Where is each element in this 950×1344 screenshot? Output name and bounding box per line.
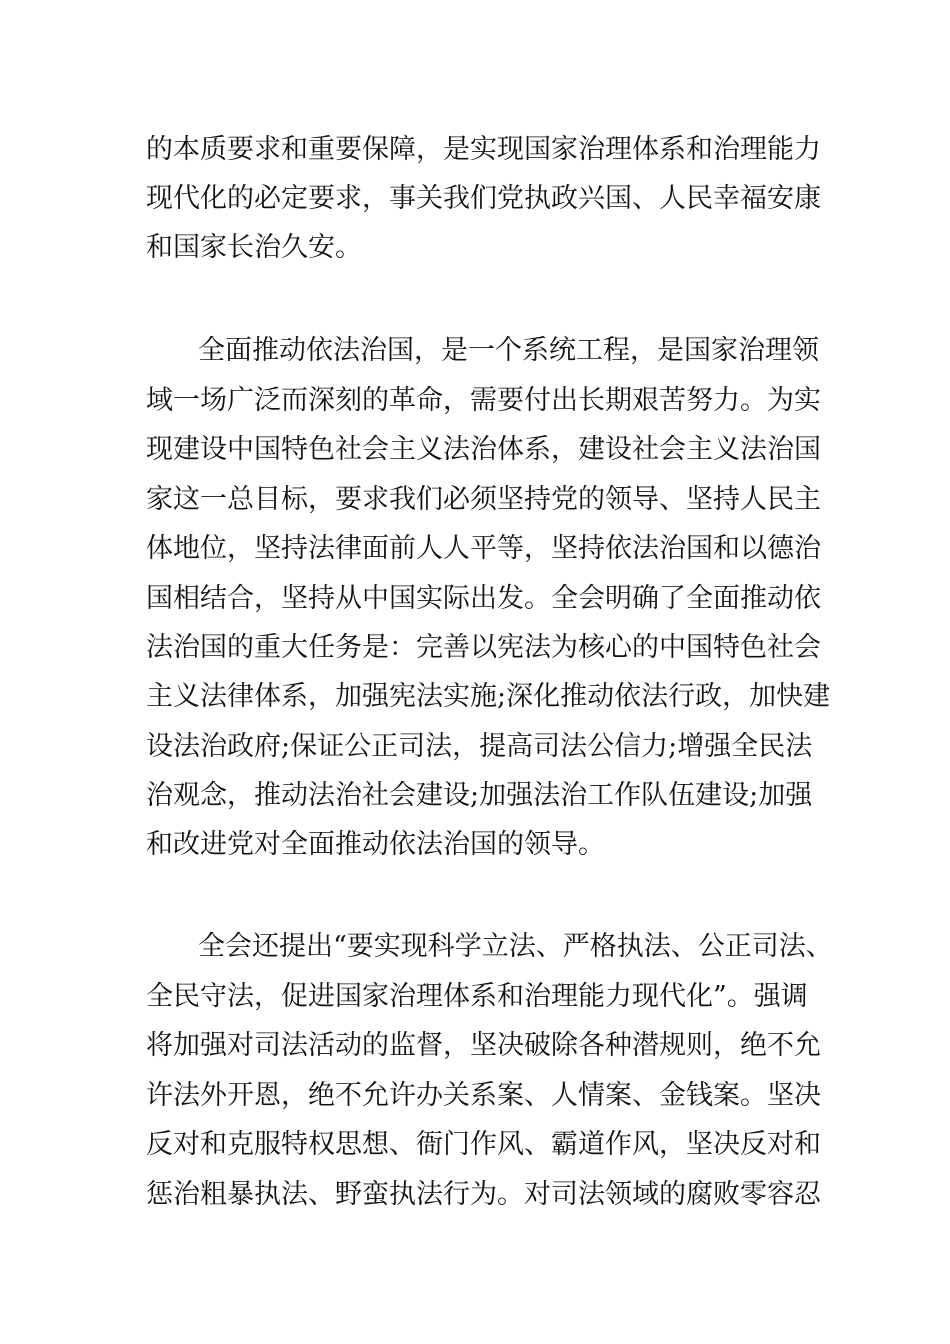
paragraph-2-line-4: 家这一总目标，要求我们必须坚持党的领导、坚持人民主 [146,484,821,515]
paragraph-3-line-1: 全会还提出“要实现科学立法、严格执法、公正司法、 [198,931,833,962]
paragraph-1-line-3: 和国家长治久安。 [146,232,362,263]
paragraph-3-line-2: 全民守法，促进国家治理体系和治理能力现代化”。强调 [146,981,808,1012]
paragraph-3-line-5: 反对和克服特权思想、衙门作风、霸道作风，坚决反对和 [146,1129,821,1160]
paragraph-1-line-1: 的本质要求和重要保障，是实现国家治理体系和治理能力 [146,134,821,165]
paragraph-2-line-8: 主义法律体系，加强宪法实施;深化推动依法行政，加快建 [146,681,831,712]
paragraph-3-line-6: 惩治粗暴执法、野蛮执法行为。对司法领域的腐败零容忍 [146,1179,821,1210]
paragraph-2-line-9: 设法治政府;保证公正司法，提高司法公信力;增强全民法 [146,731,813,762]
paragraph-3-line-3: 将加强对司法活动的监督，坚决破除各种潜规则，绝不允 [146,1030,821,1061]
paragraph-2-line-1: 全面推动依法治国，是一个系统工程，是国家治理领 [198,335,819,366]
paragraph-2-line-10: 治观念，推动法治社会建设;加强法治工作队伍建设;加强 [146,780,813,811]
paragraph-2-line-2: 域一场广泛而深刻的革命，需要付出长期艰苦努力。为实 [146,385,821,416]
paragraph-2-line-6: 国相结合，坚持从中国实际出发。全会明确了全面推动依 [146,583,821,614]
paragraph-2-line-7: 法治国的重大任务是：完善以宪法为核心的中国特色社会 [146,632,821,663]
paragraph-3-line-4: 许法外开恩，绝不允许办关系案、人情案、金钱案。坚决 [146,1080,821,1111]
paragraph-2-line-5: 体地位，坚持法律面前人人平等，坚持依法治国和以德治 [146,533,821,564]
paragraph-1-line-2: 现代化的必定要求，事关我们党执政兴国、人民幸福安康 [146,183,821,214]
paragraph-2-line-11: 和改进党对全面推动依法治国的领导。 [146,829,605,860]
paragraph-2-line-3: 现建设中国特色社会主义法治体系，建设社会主义法治国 [146,434,821,465]
